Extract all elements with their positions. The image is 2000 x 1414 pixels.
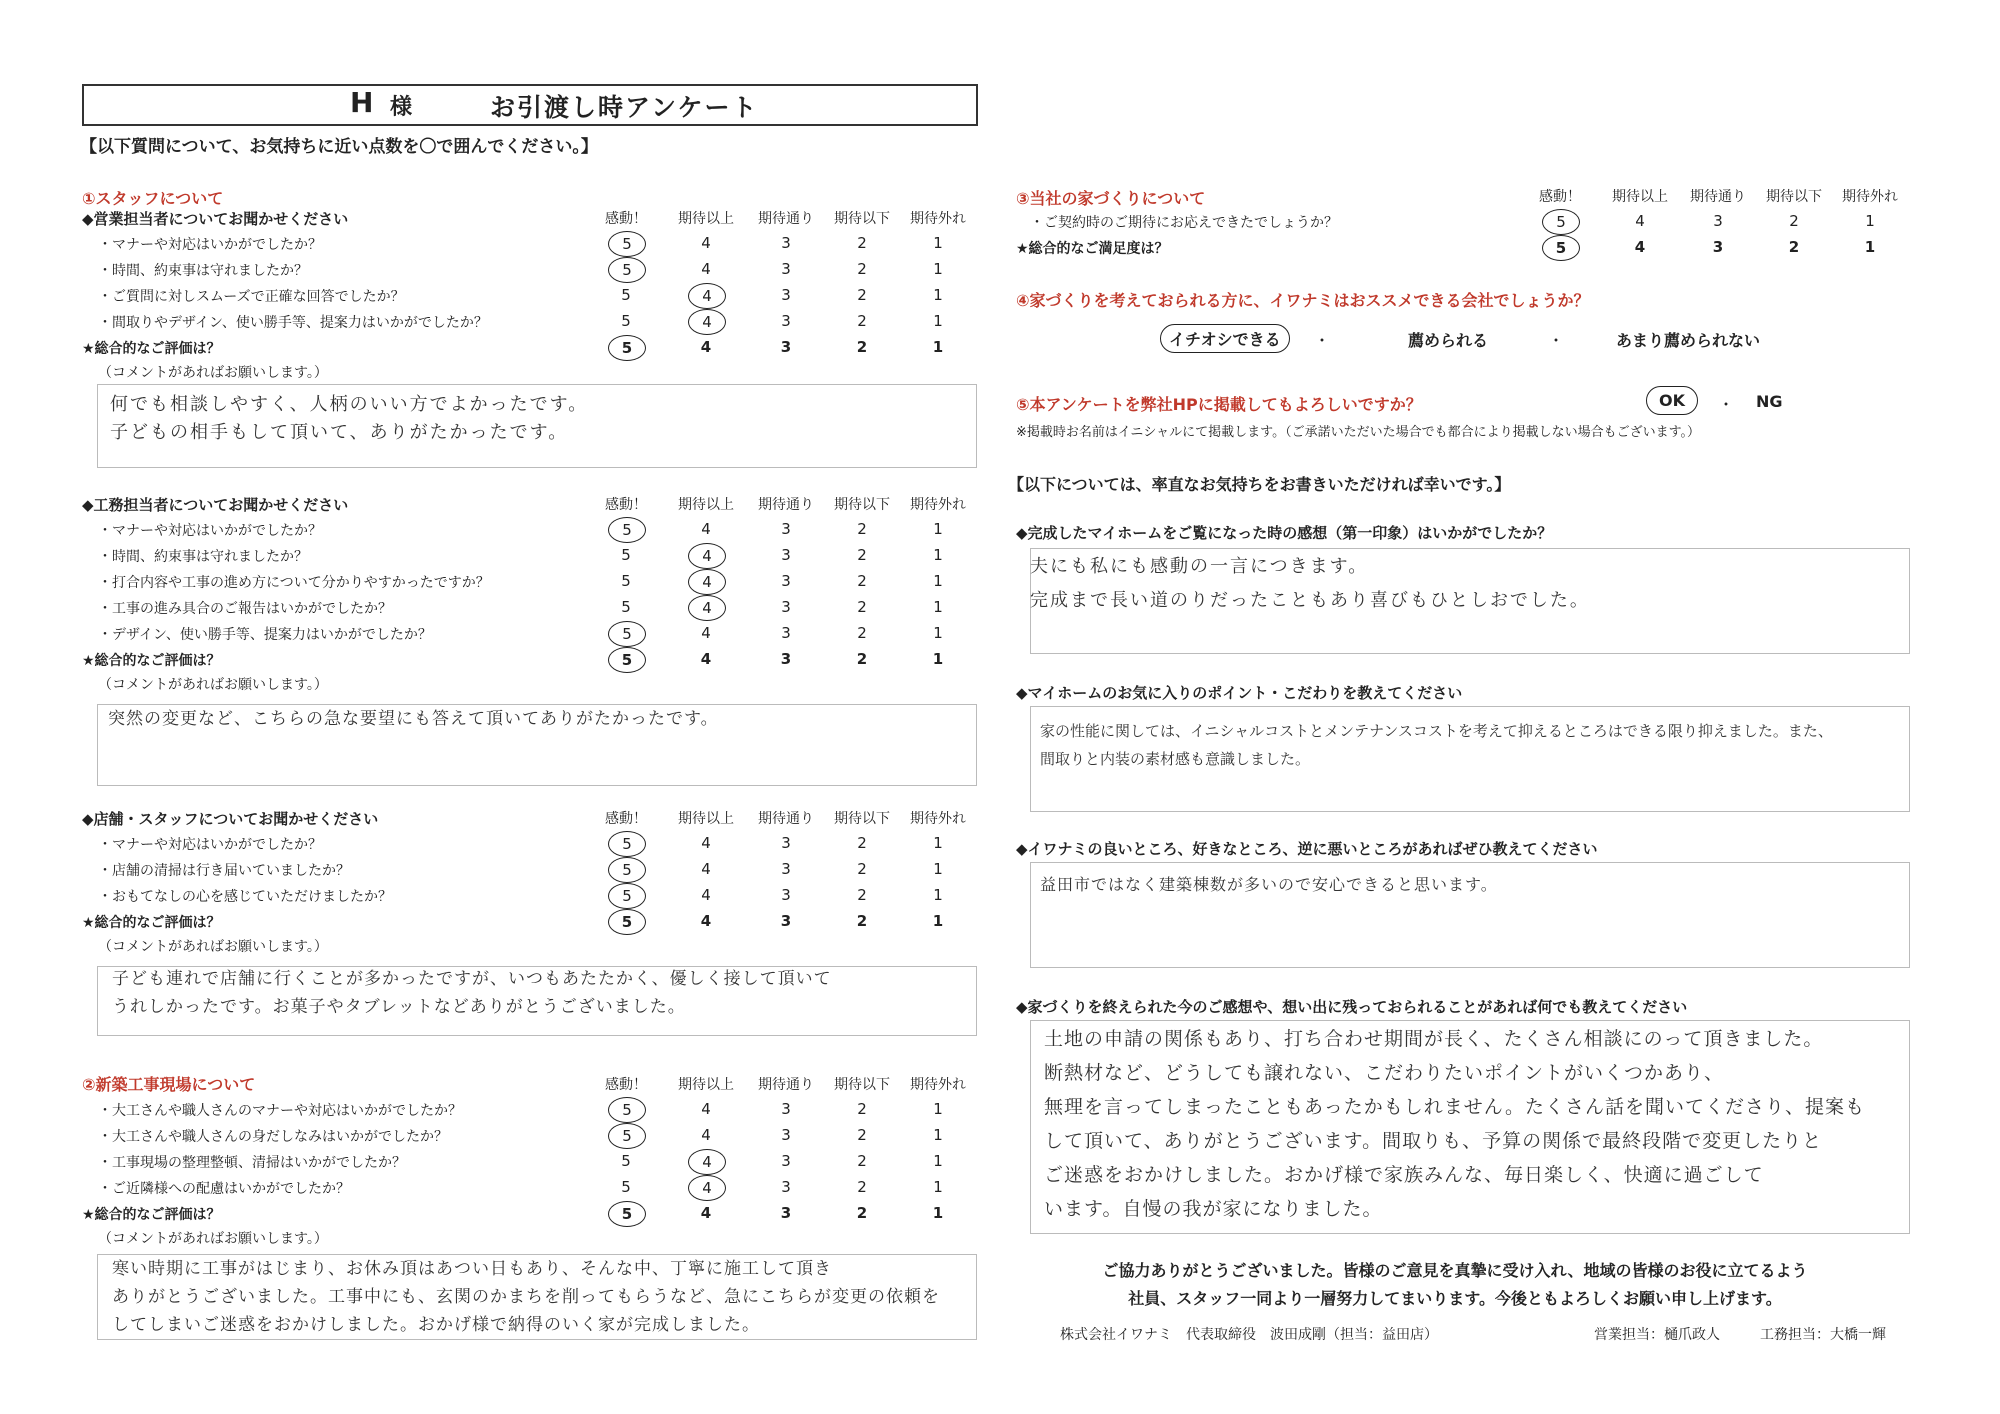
- circled-score[interactable]: 5: [608, 1201, 646, 1227]
- circled-score[interactable]: 4: [688, 1149, 726, 1175]
- score-option[interactable]: 2: [857, 1152, 867, 1170]
- section-staff-title: ①スタッフについて: [82, 189, 224, 208]
- rating-header: 期待通り: [758, 211, 814, 227]
- construction-rep: 工務担当：大橋一輝: [1760, 1327, 1886, 1343]
- score-option[interactable]: 3: [781, 1126, 791, 1144]
- score-option[interactable]: 1: [933, 286, 943, 304]
- circled-score[interactable]: 5: [1542, 209, 1580, 235]
- score-option[interactable]: 1: [933, 1100, 943, 1118]
- score-option[interactable]: 3: [781, 234, 791, 252]
- question-text: ・デザイン、使い勝手等、提案力はいかがでしたか？: [98, 627, 432, 643]
- section-publish-title: ⑤本アンケートを弊社HPに掲載してもよろしいですか？: [1016, 395, 1422, 414]
- score-option[interactable]: 1: [933, 520, 943, 538]
- sales-section-title: ◆営業担当者についてお聞かせください: [82, 210, 349, 228]
- question-text: ・大工さんや職人さんの身だしなみはいかがでしたか？: [98, 1129, 448, 1145]
- memories-line: 無理を言ってしまったこともあったかもしれません。たくさん話を聞いてくださり、提案も: [1044, 1096, 1865, 1118]
- rating-header: 期待通り: [758, 497, 814, 513]
- score-option[interactable]: 1: [933, 312, 943, 330]
- store-section-title: ◆店舗・スタッフについてお聞かせください: [82, 810, 379, 828]
- publish-note: ※掲載時お名前はイニシャルにて掲載します。（ご承諾いただいた場合でも都合により掲載しない場合もございます。）: [1016, 425, 1701, 440]
- sales-comment-label: （コメントがあればお願いします。）: [98, 365, 328, 381]
- score-option[interactable]: 3: [781, 1152, 791, 1170]
- rating-header: 期待以下: [1766, 189, 1822, 205]
- store-comment-label: （コメントがあればお願いします。）: [98, 939, 328, 955]
- instruction: 【以下質問について、お気持ちに近い点数を〇で囲んでください。】: [80, 137, 598, 157]
- iwanami-points-line: 益田市ではなく建築棟数が多いので安心できると思います。: [1040, 875, 1498, 894]
- score-option[interactable]: 2: [1789, 212, 1799, 230]
- score-option[interactable]: 4: [700, 1204, 712, 1222]
- score-option[interactable]: 2: [857, 260, 867, 278]
- score-option[interactable]: 5: [621, 286, 631, 304]
- circled-score[interactable]: 5: [608, 831, 646, 857]
- site-comment-label: （コメントがあればお願いします。）: [98, 1231, 328, 1247]
- score-option[interactable]: 2: [857, 572, 867, 590]
- rating-header: 期待以上: [1612, 189, 1668, 205]
- score-option[interactable]: 2: [1788, 238, 1800, 256]
- score-option[interactable]: 4: [701, 260, 711, 278]
- score-option[interactable]: 1: [933, 624, 943, 642]
- score-option[interactable]: 2: [857, 624, 867, 642]
- rating-header: 期待外れ: [1842, 189, 1898, 205]
- score-option[interactable]: 2: [857, 860, 867, 878]
- overall-question: ★総合的なご評価は？: [82, 1207, 221, 1223]
- question-text: ・時間、約束事は守れましたか？: [98, 263, 308, 279]
- rating-header: 期待通り: [758, 1077, 814, 1093]
- score-option[interactable]: 4: [701, 886, 711, 904]
- honorific: 様: [390, 95, 413, 120]
- section-site-title: ②新築工事現場について: [82, 1075, 256, 1094]
- score-option[interactable]: 2: [857, 546, 867, 564]
- overall-question: ★総合的なご満足度は？: [1016, 241, 1169, 257]
- impression-line: 完成まで長い道のりだったこともあり喜びもひとしおでした。: [1030, 590, 1590, 611]
- rating-header: 感動！: [605, 211, 647, 227]
- section-recommend-title: ④家づくりを考えておられる方に、イワナミはおススメできる会社でしょうか？: [1016, 291, 1590, 310]
- construction-comment-label: （コメントがあればお願いします。）: [98, 677, 328, 693]
- memories-line: ご迷惑をおかけしました。おかげ様で家族みんな、毎日楽しく、快適に過ごして: [1044, 1164, 1764, 1186]
- score-option[interactable]: 3: [781, 260, 791, 278]
- score-option[interactable]: 1: [1865, 212, 1875, 230]
- score-option[interactable]: 2: [856, 1204, 868, 1222]
- circled-score[interactable]: 4: [688, 569, 726, 595]
- score-option[interactable]: 4: [701, 1126, 711, 1144]
- score-option[interactable]: 3: [781, 1100, 791, 1118]
- rating-header: 期待以上: [678, 497, 734, 513]
- score-option[interactable]: 3: [780, 338, 792, 356]
- score-option[interactable]: 2: [857, 1178, 867, 1196]
- publish-ng: NG: [1756, 392, 1783, 411]
- score-option[interactable]: 4: [701, 860, 711, 878]
- question-text: ・ご近隣様への配慮はいかがでしたか？: [98, 1181, 350, 1197]
- score-option[interactable]: 2: [857, 312, 867, 330]
- circled-score[interactable]: 5: [608, 231, 646, 257]
- section-house-title: ③当社の家づくりについて: [1016, 189, 1206, 208]
- circled-score[interactable]: 4: [688, 543, 726, 569]
- score-option[interactable]: 1: [933, 1178, 943, 1196]
- question-text: ・おもてなしの心を感じていただけましたか？: [98, 889, 392, 905]
- rating-header: 期待以下: [834, 811, 890, 827]
- score-option[interactable]: 1: [933, 834, 943, 852]
- construction-comment-line: 突然の変更など、こちらの急な要望にも答えて頂いてありがたかったです。: [108, 709, 719, 729]
- question-text: ・間取りやデザイン、使い勝手等、提案力はいかがでしたか？: [98, 315, 488, 331]
- favorite-line: 家の性能に関しては、イニシャルコストとメンテナンスコストを考えて抑えるところはできる限り抑えました。また、: [1040, 722, 1833, 740]
- circled-score[interactable]: 4: [688, 309, 726, 335]
- rating-header: 感動！: [605, 811, 647, 827]
- question-text: ・工事の進み具合のご報告はいかがでしたか？: [98, 601, 392, 617]
- circled-score[interactable]: 4: [688, 1175, 726, 1201]
- score-option[interactable]: 4: [701, 1100, 711, 1118]
- recommend-option-recommendable: 薦められる: [1408, 331, 1489, 350]
- score-option[interactable]: 3: [781, 546, 791, 564]
- store-comment-line: うれしかったです。お菓子やタブレットなどありがとうございました。: [112, 997, 686, 1017]
- score-option[interactable]: 1: [933, 598, 943, 616]
- circled-score[interactable]: 5: [608, 257, 646, 283]
- score-option[interactable]: 1: [933, 234, 943, 252]
- score-option[interactable]: 3: [781, 834, 791, 852]
- score-option[interactable]: 2: [856, 338, 868, 356]
- customer-initial: H: [350, 86, 374, 119]
- publish-separator: ・: [1718, 395, 1735, 414]
- circled-score[interactable]: 5: [608, 517, 646, 543]
- publish-ok: OK: [1646, 386, 1698, 415]
- impression-line: 夫にも私にも感動の一言につきます。: [1030, 556, 1369, 577]
- site-comment-line: ありがとうございました。工事中にも、玄関のかまちを削ってもらうなど、急にこちらが変更の依頼を: [112, 1287, 940, 1307]
- question-text: ・工事現場の整理整頓、清掃はいかがでしたか？: [98, 1155, 406, 1171]
- rating-header: 期待外れ: [910, 497, 966, 513]
- recommend-separator: ・: [1314, 331, 1331, 350]
- iwanami-points-title: ◆イワナミの良いところ、好きなところ、逆に悪いところがあればぜひ教えてください: [1016, 840, 1598, 858]
- overall-question: ★総合的なご評価は？: [82, 653, 221, 669]
- score-option[interactable]: 2: [857, 1100, 867, 1118]
- memories-line: 断熱材など、どうしても譲れない、こだわりたいポイントがいくつかあり、: [1044, 1062, 1725, 1084]
- score-option[interactable]: 3: [780, 1204, 792, 1222]
- score-option[interactable]: 4: [1634, 238, 1646, 256]
- closing-line-1: ご協力ありがとうございました。皆様のご意見を真摯に受け入れ、地域の皆様のお役に立てるよう: [1102, 1261, 1808, 1280]
- recommend-option-not-really: あまり薦められない: [1616, 331, 1761, 350]
- score-option[interactable]: 1: [933, 260, 943, 278]
- score-option[interactable]: 4: [1635, 212, 1645, 230]
- rating-header: 期待外れ: [910, 211, 966, 227]
- memories-line: います。自慢の我が家になりました。: [1044, 1198, 1383, 1220]
- score-option[interactable]: 3: [780, 650, 792, 668]
- memories-line: して頂いて、ありがとうございます。間取りも、予算の関係で最終段階で変更したりと: [1044, 1130, 1823, 1152]
- circled-score[interactable]: 5: [608, 335, 646, 361]
- score-option[interactable]: 2: [857, 598, 867, 616]
- question-text: ・マナーや対応はいかがでしたか？: [98, 837, 322, 853]
- circled-score[interactable]: 5: [608, 1123, 646, 1149]
- score-option[interactable]: 4: [701, 834, 711, 852]
- store-comment-line: 子ども連れで店舗に行くことが多かったですが、いつもあたたかく、優しく接して頂いて: [112, 969, 832, 989]
- rating-header: 期待以上: [678, 1077, 734, 1093]
- score-option[interactable]: 1: [933, 546, 943, 564]
- circled-score[interactable]: 5: [608, 1097, 646, 1123]
- free-instruction: 【以下については、率直なお気持ちをお書きいただければ幸いです。】: [1008, 475, 1511, 494]
- rating-header: 期待以上: [678, 811, 734, 827]
- score-option[interactable]: 2: [856, 650, 868, 668]
- recommend-option-top-pick: イチオシできる: [1160, 324, 1290, 353]
- question-text: ・大工さんや職人さんのマナーや対応はいかがでしたか？: [98, 1103, 462, 1119]
- circled-score[interactable]: 5: [608, 621, 646, 647]
- circled-score[interactable]: 4: [688, 283, 726, 309]
- rating-header: 期待以下: [834, 1077, 890, 1093]
- score-option[interactable]: 3: [781, 286, 791, 304]
- score-option[interactable]: 2: [856, 912, 868, 930]
- sales-comment-line: 子どもの相手もして頂いて、ありがたかったです。: [110, 422, 569, 443]
- score-option[interactable]: 3: [1712, 238, 1724, 256]
- score-option[interactable]: 3: [781, 886, 791, 904]
- circled-score[interactable]: 5: [608, 647, 646, 673]
- score-option[interactable]: 3: [781, 860, 791, 878]
- score-option[interactable]: 2: [857, 834, 867, 852]
- score-option[interactable]: 1: [932, 338, 944, 356]
- score-option[interactable]: 3: [781, 520, 791, 538]
- page-title: お引渡し時アンケート: [490, 93, 759, 122]
- score-option[interactable]: 4: [700, 338, 712, 356]
- construction-section-title: ◆工務担当者についてお聞かせください: [82, 496, 349, 514]
- circled-score[interactable]: 5: [608, 857, 646, 883]
- score-option[interactable]: 5: [621, 312, 631, 330]
- circled-score[interactable]: 5: [608, 909, 646, 935]
- circled-score[interactable]: 5: [1542, 235, 1580, 261]
- score-option[interactable]: 1: [933, 886, 943, 904]
- question-text: ・ご契約時のご期待にお応えできたでしょうか？: [1030, 215, 1338, 231]
- score-option[interactable]: 5: [621, 1178, 631, 1196]
- question-text: ・店舗の清掃は行き届いていましたか？: [98, 863, 350, 879]
- site-comment-line: 寒い時期に工事がはじまり、お休み頂はあつい日もあり、そんな中、丁寧に施工して頂き: [112, 1259, 832, 1279]
- score-option[interactable]: 2: [857, 520, 867, 538]
- score-option[interactable]: 2: [857, 1126, 867, 1144]
- score-option[interactable]: 5: [621, 1152, 631, 1170]
- circled-score[interactable]: 5: [608, 883, 646, 909]
- rating-header: 感動！: [605, 1077, 647, 1093]
- score-option[interactable]: 5: [621, 598, 631, 616]
- site-comment-line: してしまいご迷惑をおかけしました。おかげ様で納得のいく家が完成しました。: [112, 1315, 760, 1335]
- score-option[interactable]: 4: [701, 624, 711, 642]
- rating-header: 期待以下: [834, 211, 890, 227]
- score-option[interactable]: 1: [933, 1126, 943, 1144]
- question-text: ・マナーや対応はいかがでしたか？: [98, 523, 322, 539]
- score-option[interactable]: 5: [621, 572, 631, 590]
- rating-header: 期待外れ: [910, 1077, 966, 1093]
- question-text: ・マナーや対応はいかがでしたか？: [98, 237, 322, 253]
- question-text: ・時間、約束事は守れましたか？: [98, 549, 308, 565]
- question-text: ・ご質問に対しスムーズで正確な回答でしたか？: [98, 289, 405, 305]
- rating-header: 期待外れ: [910, 811, 966, 827]
- rating-header: 感動！: [605, 497, 647, 513]
- circled-score[interactable]: 4: [688, 595, 726, 621]
- favorite-line: 間取りと内装の素材感も意識しました。: [1040, 750, 1311, 768]
- score-option[interactable]: 3: [781, 624, 791, 642]
- score-option[interactable]: 4: [700, 912, 712, 930]
- score-option[interactable]: 2: [857, 234, 867, 252]
- score-option[interactable]: 4: [701, 234, 711, 252]
- score-option[interactable]: 1: [1864, 238, 1876, 256]
- score-option[interactable]: 1: [933, 572, 943, 590]
- score-option[interactable]: 1: [933, 860, 943, 878]
- score-option[interactable]: 5: [621, 546, 631, 564]
- overall-question: ★総合的なご評価は？: [82, 915, 221, 931]
- score-option[interactable]: 1: [932, 912, 944, 930]
- rating-header: 期待以下: [834, 497, 890, 513]
- score-option[interactable]: 2: [857, 886, 867, 904]
- rating-header: 期待以上: [678, 211, 734, 227]
- score-option[interactable]: 4: [701, 520, 711, 538]
- score-option[interactable]: 2: [857, 286, 867, 304]
- score-option[interactable]: 3: [781, 312, 791, 330]
- favorite-title: ◆マイホームのお気に入りのポイント・こだわりを教えてください: [1016, 684, 1463, 702]
- overall-question: ★総合的なご評価は？: [82, 341, 221, 357]
- score-option[interactable]: 3: [780, 912, 792, 930]
- closing-line-2: 社員、スタッフ一同より一層努力してまいります。今後ともよろしくお願い申し上げます。: [1128, 1289, 1782, 1308]
- score-option[interactable]: 3: [1713, 212, 1723, 230]
- score-option[interactable]: 1: [932, 1204, 944, 1222]
- score-option[interactable]: 1: [932, 650, 944, 668]
- rating-header: 感動！: [1539, 189, 1581, 205]
- score-option[interactable]: 3: [781, 572, 791, 590]
- impression-title: ◆完成したマイホームをご覧になった時の感想（第一印象）はいかがでしたか？: [1016, 524, 1553, 542]
- rating-header: 期待通り: [758, 811, 814, 827]
- question-text: ・打合内容や工事の進め方について分かりやすかったですか？: [98, 575, 490, 591]
- sales-comment-line: 何でも相談しやすく、人柄のいい方でよかったです。: [110, 394, 589, 415]
- company-info: 株式会社イワナミ 代表取締役 波田成剛（担当：益田店）: [1060, 1327, 1438, 1343]
- recommend-separator: ・: [1548, 331, 1565, 350]
- memories-title: ◆家づくりを終えられた今のご感想や、想い出に残っておられることがあれば何でも教えてください: [1016, 998, 1688, 1016]
- score-option[interactable]: 3: [781, 1178, 791, 1196]
- score-option[interactable]: 3: [781, 598, 791, 616]
- score-option[interactable]: 1: [933, 1152, 943, 1170]
- score-option[interactable]: 4: [700, 650, 712, 668]
- memories-line: 土地の申請の関係もあり、打ち合わせ期間が長く、たくさん相談にのって頂きました。: [1044, 1028, 1824, 1050]
- sales-rep: 営業担当：樋爪政人: [1594, 1327, 1720, 1343]
- rating-header: 期待通り: [1690, 189, 1746, 205]
